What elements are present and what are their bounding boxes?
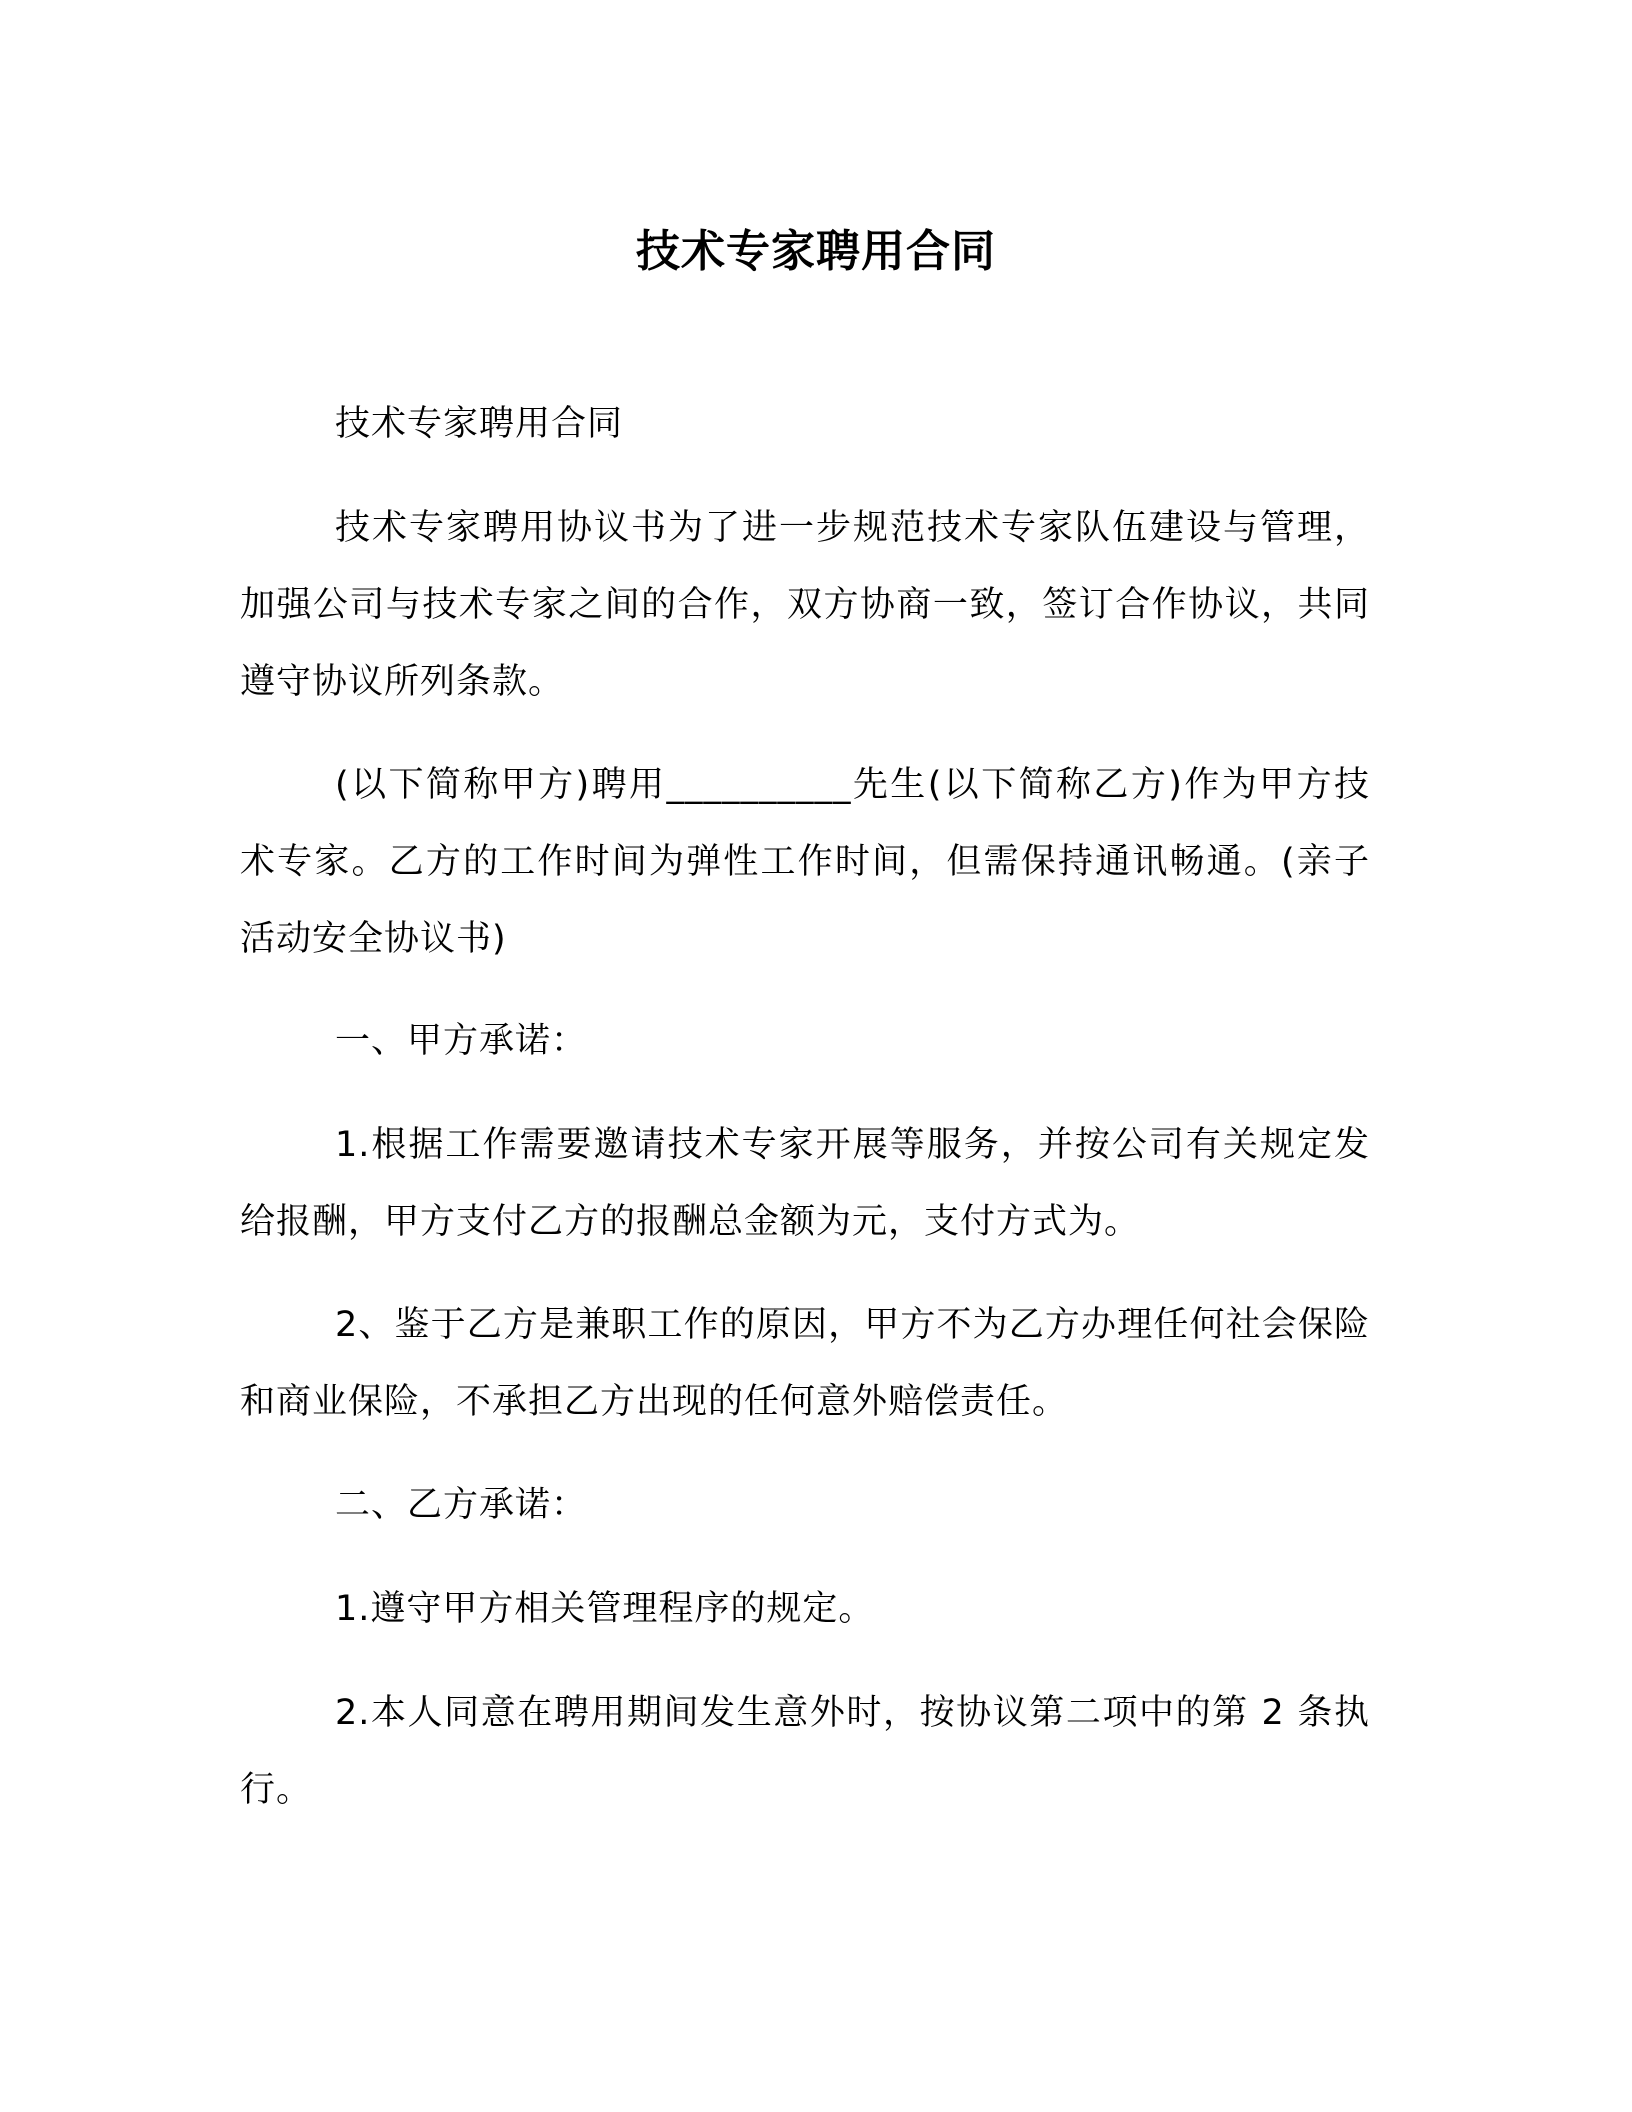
section-heading-party-b: 二、乙方承诺： — [335, 1485, 588, 1525]
party-b-clause-2: 2.本人同意在聘用期间发生意外时，按协议第二项中的第 2 条执行。 — [240, 1693, 1370, 1810]
party-b-clause-1: 1.遵守甲方相关管理程序的规定。 — [335, 1589, 875, 1629]
paragraph-preamble: 技术专家聘用协议书为了进一步规范技术专家队伍建设与管理，加强公司与技术专家之间的合作，双方协商一致，签订合作协议，共同遵守协议所列条款。 — [240, 508, 1370, 702]
document-title: 技术专家聘用合同 — [636, 226, 996, 277]
section-heading-party-a: 一、甲方承诺： — [335, 1021, 588, 1061]
party-a-clause-2: 2、鉴于乙方是兼职工作的原因，甲方不为乙方办理任何社会保险和商业保险，不承担乙方出现的任何意外赔偿责任。 — [240, 1305, 1370, 1422]
paragraph-hiring-statement: (以下简称甲方)聘用__________先生(以下简称乙方)作为甲方技术专家。乙方的工作时间为弹性工作时间，但需保持通讯畅通。(亲子活动安全协议书) — [240, 765, 1370, 959]
paragraph-subtitle: 技术专家聘用合同 — [335, 404, 624, 444]
party-a-clause-1: 1.根据工作需要邀请技术专家开展等服务，并按公司有关规定发给报酬，甲方支付乙方的报酬总金额为元，支付方式为。 — [240, 1125, 1370, 1242]
